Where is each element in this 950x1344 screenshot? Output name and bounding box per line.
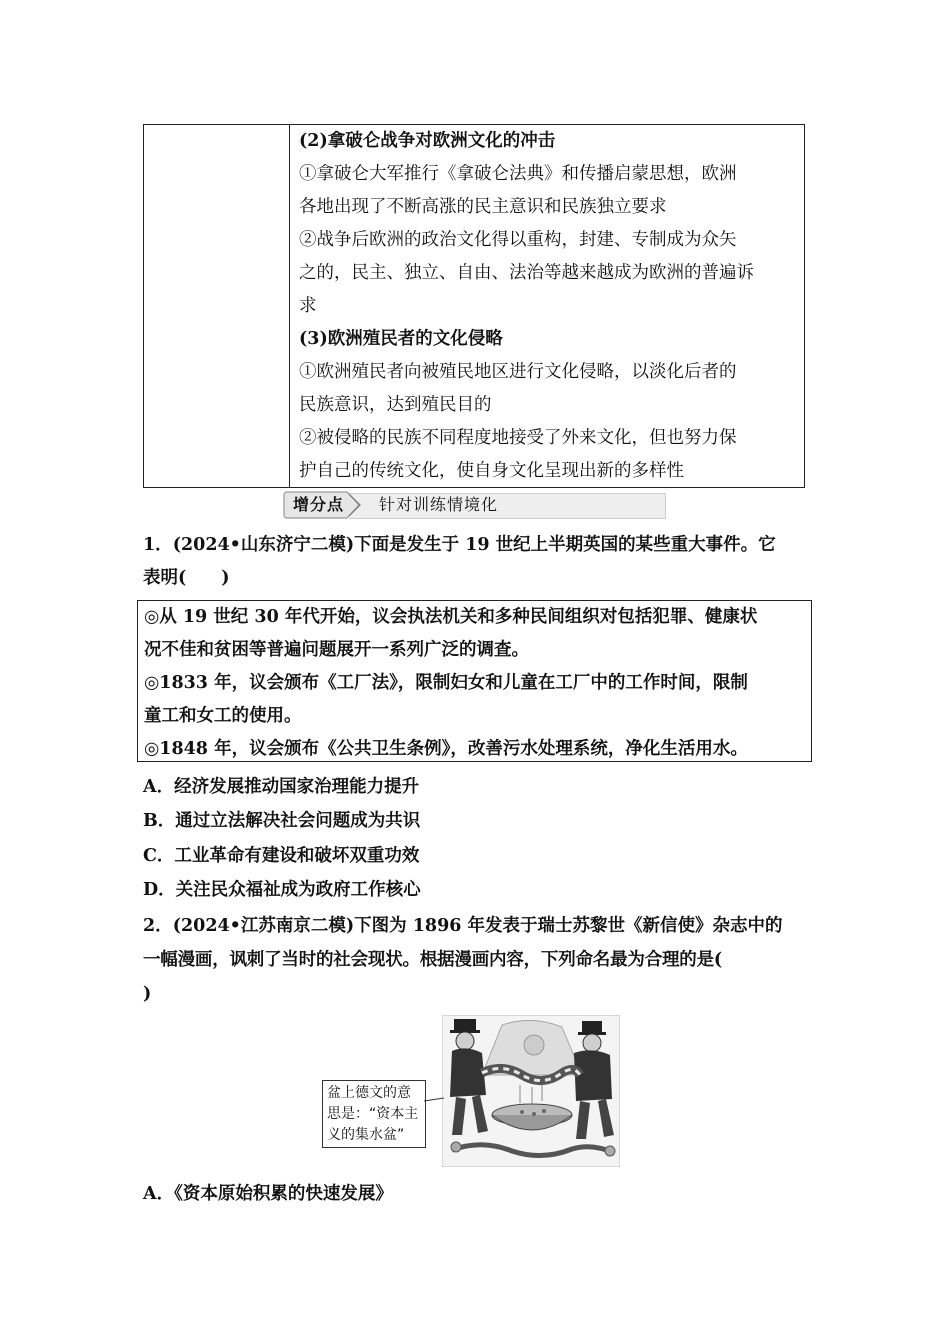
- q2-line1: [143, 910, 809, 943]
- section-badge: [283, 490, 666, 520]
- material-line: ◎1833 年，议会颁布《工厂法》，限制妇女和儿童在工厂中的工作时间，限制: [144, 673, 748, 693]
- callout-line: 盆上德文的意: [327, 1085, 411, 1101]
- cartoon-callout: [322, 1080, 426, 1148]
- badge-title: 针对训练情境化: [379, 495, 499, 514]
- callout-line: 义的集水盆”: [327, 1127, 405, 1143]
- badge-tag-label: 增分点: [293, 495, 345, 514]
- table-line: (2)拿破仑战争对欧洲文化的冲击: [299, 131, 556, 151]
- q2-line3: ): [143, 984, 152, 1004]
- q2-option-a[interactable]: A．《资本原始积累的快速发展》: [143, 1184, 393, 1204]
- table-line: ②战争后欧洲的政治文化得以重构，封建、专制成为众矢: [299, 230, 737, 250]
- table-line: 各地出现了不断高涨的民主意识和民族独立要求: [299, 197, 667, 217]
- q1-option-b[interactable]: B．通过立法解决社会问题成为共识: [143, 811, 421, 831]
- table-right-column: [299, 125, 799, 488]
- table-line: ②被侵略的民族不同程度地接受了外来文化，但也努力保: [299, 428, 737, 448]
- q1-option-d[interactable]: D．关注民众福祉成为政府工作核心: [143, 880, 421, 900]
- q2-line2: 一幅漫画，讽刺了当时的社会现状。根据漫画内容，下列命名最为合理的是(: [143, 950, 722, 970]
- callout-line: 思是：“资本主: [327, 1106, 419, 1122]
- material-line: 童工和女工的使用。: [144, 706, 302, 726]
- callout-pointer: [424, 1096, 444, 1106]
- table-line: ①欧洲殖民者向被殖民地区进行文化侵略，以淡化后者的: [299, 362, 737, 382]
- q2-number: 2．: [143, 916, 173, 936]
- q1-option-a[interactable]: A．经济发展推动国家治理能力提升: [143, 777, 420, 797]
- material-line: ◎1848 年，议会颁布《公共卫生条例》，改善污水处理系统，净化生活用水。: [144, 739, 748, 759]
- material-line: ◎从 19 世纪 30 年代开始，议会执法机关和多种民间组织对包括犯罪、健康状: [144, 607, 758, 627]
- material-line: 况不佳和贫困等普遍问题展开一系列广泛的调查。: [144, 640, 529, 660]
- q2-stem: 下图为 1896 年发表于瑞士苏黎世《新信使》杂志中的: [354, 916, 783, 936]
- q1-number: 1．: [143, 535, 173, 555]
- table-line: 民族意识，达到殖民目的: [299, 395, 492, 415]
- q1-line2: 表明( ): [143, 568, 230, 588]
- table-line: 护自己的传统文化，使自身文化呈现出新的多样性: [299, 461, 684, 481]
- q2-source: (2024•江苏南京二模): [172, 916, 355, 936]
- cartoon-illustration: [442, 1015, 620, 1167]
- q1-stem: 下面是发生于 19 世纪上半期英国的某些重大事件。它: [354, 535, 776, 555]
- table-line: 之的，民主、独立、自由、法治等越来越成为欧洲的普遍诉: [299, 263, 754, 283]
- table-left-column: [144, 125, 290, 487]
- table-line: 求: [299, 296, 317, 316]
- q1-line1: [143, 529, 809, 562]
- q1-source: (2024•山东济宁二模): [172, 535, 355, 555]
- q1-option-c[interactable]: C．工业革命有建设和破坏双重功效: [143, 846, 420, 866]
- table-line: ①拿破仑大军推行《拿破仑法典》和传播启蒙思想，欧洲: [299, 164, 737, 184]
- content-table: [143, 124, 805, 488]
- q1-material-box: [137, 600, 812, 762]
- table-line: (3)欧洲殖民者的文化侵略: [299, 329, 503, 349]
